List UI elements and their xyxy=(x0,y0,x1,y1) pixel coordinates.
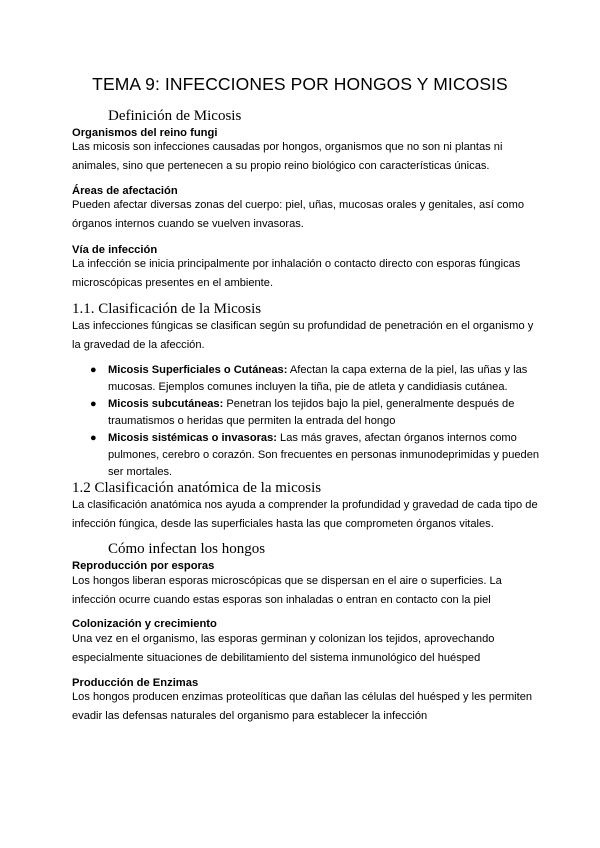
heading-anatomica: 1.2 Clasificación anatómica de la micosis xyxy=(72,480,322,496)
heading-definicion: Definición de Micosis xyxy=(108,108,242,124)
subtitle-areas: Áreas de afectación xyxy=(72,185,178,197)
bullet-text: Las más graves, afectan órganos internos como pulmones, cerebro o corazón. Son frecuentes en personas inmunodeprimidas y pueden ser mortales. xyxy=(108,432,540,478)
para-clasificacion: Las infecciones fúngicas se clasifican según su profundidad de penetración en el organismo y la gravedad de la afección. xyxy=(72,320,534,351)
heading-como: Cómo infectan los hongos xyxy=(108,541,266,557)
para-organismos: Las micosis son infecciones causadas por hongos, organismos que no son ni plantas ni animales, sino que pertenecen a su propio reino biológico con características únicas. xyxy=(72,141,503,172)
document-title: TEMA 9: INFECCIONES POR HONGOS Y MICOSIS xyxy=(92,74,508,94)
bullet-term: Micosis subcutáneas: xyxy=(108,398,224,410)
bullet-text: Penetran los tejidos bajo la piel, generalmente después de traumatismos o heridas que permiten la entrada del hongo xyxy=(108,398,515,427)
subtitle-reproduccion: Reproducción por esporas xyxy=(72,560,215,572)
list-item xyxy=(72,396,542,430)
para-anatomica: La clasificación anatómica nos ayuda a comprender la profundidad y gravedad de cada tipo de infección fúngica, desde las superficiales hasta las que comprometen órganos vitales. xyxy=(72,499,538,530)
subtitle-via: Vía de infección xyxy=(72,244,158,256)
para-reproduccion: Los hongos liberan esporas microscópicas que se dispersan en el aire o superficies. La infección ocurre cuando estas esporas son inhaladas o entran en contacto con la piel xyxy=(72,575,502,606)
para-colonizacion: Una vez en el organismo, las esporas germinan y colonizan los tejidos, aprovechando especialmente situaciones de debilitamiento del sistema inmunológico del huésped xyxy=(72,633,495,664)
bullet-term: Micosis Superficiales o Cutáneas: xyxy=(108,364,288,376)
bullet-icon: ● xyxy=(90,364,97,376)
para-areas: Pueden afectar diversas zonas del cuerpo: piel, uñas, mucosas orales y genitales, así como órganos internos cuando se vuelven invasoras. xyxy=(72,199,525,230)
subtitle-enzimas: Producción de Enzimas xyxy=(72,677,199,689)
para-enzimas: Los hongos producen enzimas proteolíticas que dañan las células del huésped y les permiten evadir las defensas naturales del organismo para establecer la infección xyxy=(72,691,533,722)
list-item xyxy=(72,362,542,396)
para-via: La infección se inicia principalmente por inhalación o contacto directo con esporas fúngicas microscópicas presentes en el ambiente. xyxy=(72,258,521,289)
bullet-icon: ● xyxy=(90,398,97,410)
bullet-text: Afectan la capa externa de la piel, las uñas y las mucosas. Ejemplos comunes incluyen la tiña, pie de atleta y candidiasis cutánea. xyxy=(108,364,528,393)
list-item xyxy=(72,430,542,481)
subtitle-colonizacion: Colonización y crecimiento xyxy=(72,618,217,630)
bullet-icon: ● xyxy=(90,432,97,444)
heading-clasificacion: 1.1. Clasificación de la Micosis xyxy=(72,301,262,317)
bullet-term: Micosis sistémicas o invasoras: xyxy=(108,432,277,444)
subtitle-organismos: Organismos del reino fungi xyxy=(72,127,218,139)
clasificacion-list xyxy=(72,362,542,481)
